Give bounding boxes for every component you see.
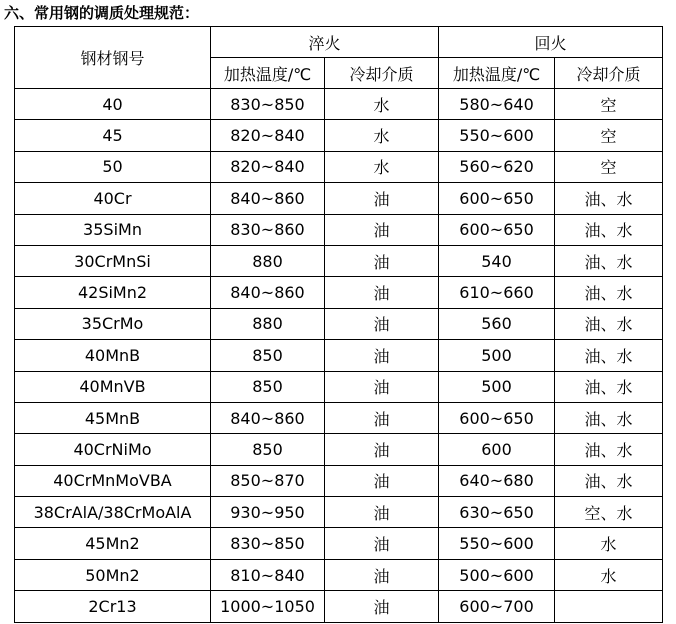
cell-quench-temp: 1000~1050 <box>211 591 325 622</box>
cell-quench-medium: 油 <box>325 277 439 308</box>
table-row <box>15 214 663 245</box>
cell-quench-temp: 850~870 <box>211 465 325 496</box>
table-body <box>15 89 663 623</box>
cell-temper-temp: 560 <box>439 308 555 339</box>
cell-quench-medium: 油 <box>325 465 439 496</box>
cell-grade: 40MnVB <box>15 371 211 402</box>
cell-quench-temp: 850 <box>211 340 325 371</box>
cell-grade: 40 <box>15 89 211 120</box>
heat-treatment-table <box>14 26 663 623</box>
cell-grade: 30CrMnSi <box>15 245 211 276</box>
header-temper-medium: 冷却介质 <box>555 58 663 89</box>
cell-grade: 40Cr <box>15 183 211 214</box>
cell-temper-medium: 水 <box>555 528 663 559</box>
cell-quench-medium: 油 <box>325 402 439 433</box>
cell-temper-medium: 油、水 <box>555 183 663 214</box>
cell-temper-medium: 空、水 <box>555 497 663 528</box>
cell-quench-temp: 820~840 <box>211 151 325 182</box>
table-row <box>15 528 663 559</box>
cell-grade: 45MnB <box>15 402 211 433</box>
cell-grade: 45 <box>15 120 211 151</box>
header-quench: 淬火 <box>211 27 439 58</box>
cell-quench-temp: 810~840 <box>211 559 325 590</box>
table-row <box>15 277 663 308</box>
page-title: 六、常用钢的调质处理规范： <box>4 4 200 22</box>
header-temper: 回火 <box>439 27 663 58</box>
table-row <box>15 591 663 622</box>
cell-temper-temp: 600~650 <box>439 183 555 214</box>
cell-grade: 38CrAlA/38CrMoAlA <box>15 497 211 528</box>
cell-grade: 40MnB <box>15 340 211 371</box>
table-row <box>15 559 663 590</box>
cell-quench-temp: 840~860 <box>211 277 325 308</box>
cell-temper-temp: 640~680 <box>439 465 555 496</box>
cell-temper-medium: 空 <box>555 120 663 151</box>
table-row <box>15 151 663 182</box>
header-quench-medium: 冷却介质 <box>325 58 439 89</box>
cell-quench-medium: 水 <box>325 151 439 182</box>
cell-quench-temp: 830~860 <box>211 214 325 245</box>
cell-quench-medium: 水 <box>325 89 439 120</box>
cell-quench-temp: 850 <box>211 371 325 402</box>
table-row <box>15 245 663 276</box>
cell-quench-temp: 840~860 <box>211 183 325 214</box>
cell-temper-medium: 油、水 <box>555 308 663 339</box>
cell-quench-medium: 油 <box>325 245 439 276</box>
cell-quench-temp: 830~850 <box>211 528 325 559</box>
table-header <box>15 27 663 89</box>
cell-quench-medium: 油 <box>325 371 439 402</box>
table-row <box>15 465 663 496</box>
cell-quench-medium: 油 <box>325 434 439 465</box>
cell-temper-medium: 油、水 <box>555 214 663 245</box>
cell-quench-medium: 油 <box>325 528 439 559</box>
cell-quench-medium: 油 <box>325 340 439 371</box>
cell-temper-medium: 油、水 <box>555 371 663 402</box>
cell-quench-medium: 水 <box>325 120 439 151</box>
cell-grade: 50 <box>15 151 211 182</box>
cell-temper-medium: 油、水 <box>555 277 663 308</box>
cell-quench-temp: 840~860 <box>211 402 325 433</box>
header-grade: 钢材钢号 <box>15 27 211 89</box>
cell-grade: 50Mn2 <box>15 559 211 590</box>
cell-quench-medium: 油 <box>325 497 439 528</box>
cell-quench-medium: 油 <box>325 308 439 339</box>
table-row <box>15 120 663 151</box>
cell-grade: 40CrMnMoVBA <box>15 465 211 496</box>
cell-grade: 35SiMn <box>15 214 211 245</box>
header-quench-temp: 加热温度/℃ <box>211 58 325 89</box>
cell-temper-temp: 580~640 <box>439 89 555 120</box>
cell-quench-temp: 880 <box>211 308 325 339</box>
table-row <box>15 308 663 339</box>
cell-temper-medium: 油、水 <box>555 465 663 496</box>
cell-temper-temp: 560~620 <box>439 151 555 182</box>
table-row <box>15 89 663 120</box>
cell-temper-medium: 空 <box>555 151 663 182</box>
cell-temper-medium: 水 <box>555 559 663 590</box>
header-temper-temp: 加热温度/℃ <box>439 58 555 89</box>
table-row <box>15 371 663 402</box>
cell-temper-temp: 500 <box>439 371 555 402</box>
cell-temper-temp: 500~600 <box>439 559 555 590</box>
cell-quench-temp: 850 <box>211 434 325 465</box>
cell-temper-temp: 550~600 <box>439 120 555 151</box>
table-row <box>15 340 663 371</box>
cell-temper-temp: 630~650 <box>439 497 555 528</box>
cell-temper-temp: 550~600 <box>439 528 555 559</box>
cell-quench-medium: 油 <box>325 559 439 590</box>
cell-grade: 42SiMn2 <box>15 277 211 308</box>
cell-quench-medium: 油 <box>325 591 439 622</box>
cell-temper-temp: 600~650 <box>439 402 555 433</box>
cell-temper-temp: 600~650 <box>439 214 555 245</box>
cell-grade: 40CrNiMo <box>15 434 211 465</box>
cell-temper-medium: 油、水 <box>555 245 663 276</box>
cell-grade: 2Cr13 <box>15 591 211 622</box>
cell-temper-temp: 600~700 <box>439 591 555 622</box>
cell-grade: 45Mn2 <box>15 528 211 559</box>
cell-temper-medium: 油、水 <box>555 434 663 465</box>
table-row <box>15 497 663 528</box>
cell-quench-medium: 油 <box>325 214 439 245</box>
cell-temper-temp: 610~660 <box>439 277 555 308</box>
cell-temper-temp: 600 <box>439 434 555 465</box>
cell-temper-temp: 540 <box>439 245 555 276</box>
table-row <box>15 402 663 433</box>
cell-temper-medium: 空 <box>555 89 663 120</box>
cell-temper-medium: 油、水 <box>555 402 663 433</box>
header-row-groups <box>15 27 663 58</box>
cell-quench-temp: 830~850 <box>211 89 325 120</box>
cell-temper-medium <box>555 591 663 622</box>
cell-quench-temp: 930~950 <box>211 497 325 528</box>
cell-grade: 35CrMo <box>15 308 211 339</box>
cell-quench-medium: 油 <box>325 183 439 214</box>
cell-quench-temp: 820~840 <box>211 120 325 151</box>
cell-temper-temp: 500 <box>439 340 555 371</box>
table-row <box>15 183 663 214</box>
cell-quench-temp: 880 <box>211 245 325 276</box>
table-row <box>15 434 663 465</box>
cell-temper-medium: 油、水 <box>555 340 663 371</box>
